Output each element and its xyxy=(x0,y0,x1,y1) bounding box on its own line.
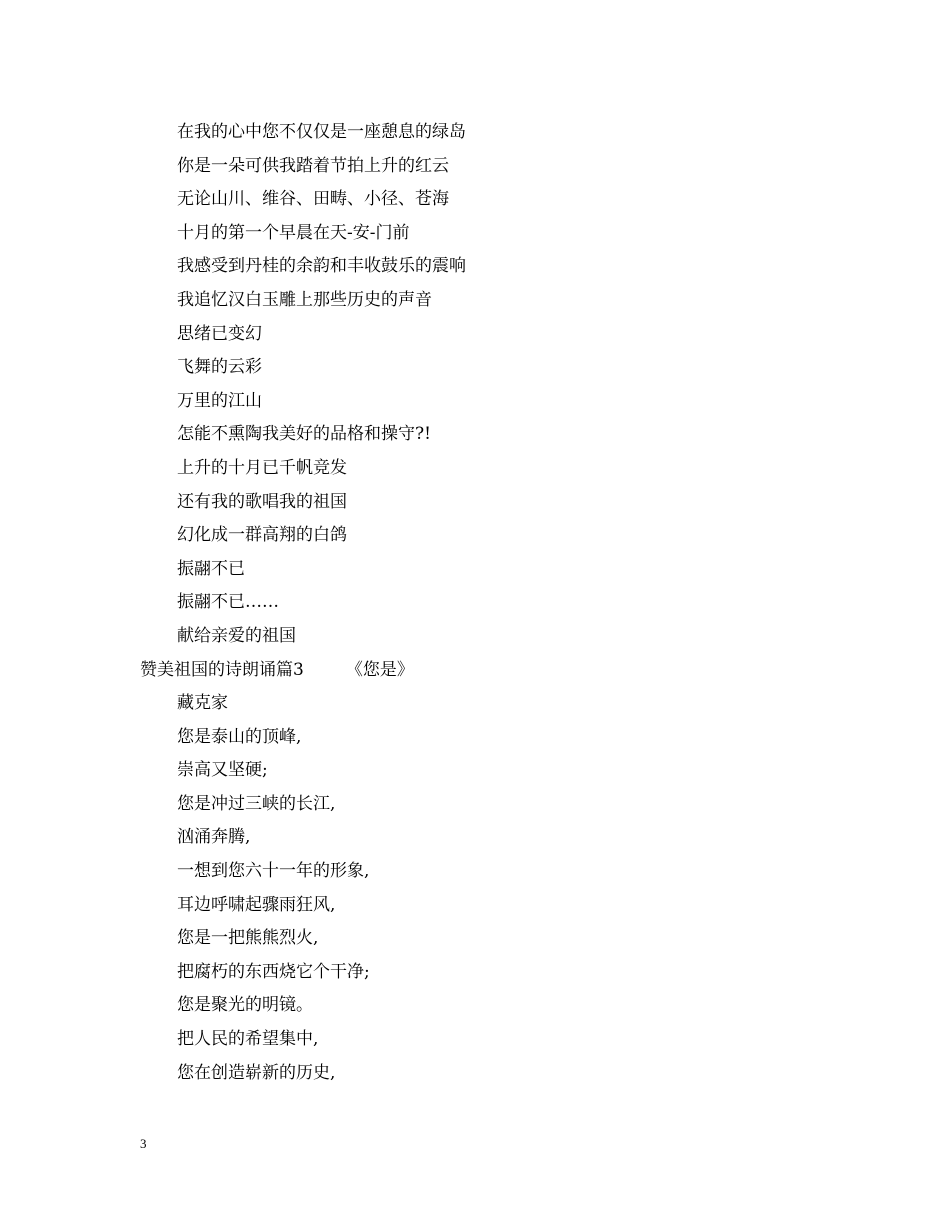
poem-line: 一想到您六十一年的形象, xyxy=(177,861,370,882)
poem-line: 您是泰山的顶峰, xyxy=(177,726,302,747)
poem-title: 《您是》 xyxy=(345,659,414,680)
poem-line: 把人民的希望集中, xyxy=(177,1029,319,1050)
poem-line: 十月的第一个早晨在天-安-门前 xyxy=(177,222,410,243)
poem-line: 汹涌奔腾, xyxy=(177,827,251,848)
poem-line: 振翮不已 xyxy=(177,558,245,579)
poem-line: 思绪已变幻 xyxy=(177,323,262,344)
poem-line: 无论山川、维谷、田畴、小径、苍海 xyxy=(177,189,449,210)
poem-line: 幻化成一群高翔的白鸽 xyxy=(177,525,347,546)
poem-line: 您是聚光的明镜。 xyxy=(177,995,313,1016)
page-number: 3 xyxy=(140,1136,147,1151)
poem-line: 上升的十月已千帆竞发 xyxy=(177,457,347,478)
poem-line: 我感受到丹桂的余韵和丰收鼓乐的震响 xyxy=(177,256,466,277)
poem-author: 藏克家 xyxy=(177,693,228,714)
poem-line: 耳边呼啸起骤雨狂风, xyxy=(177,894,336,915)
poem-line: 您是一把熊熊烈火, xyxy=(177,928,319,949)
poem-line: 怎能不熏陶我美好的品格和操守?! xyxy=(177,424,431,445)
poem-line: 献给亲爱的祖国 xyxy=(177,625,296,646)
poem-line: 您在创造崭新的历史, xyxy=(177,1062,336,1083)
poem-line: 万里的江山 xyxy=(177,390,262,411)
section-heading-label: 赞美祖国的诗朗诵篇3 xyxy=(140,659,304,680)
poem-line: 在我的心中您不仅仅是一座憩息的绿岛 xyxy=(177,122,466,142)
poem-line: 您是冲过三峡的长江, xyxy=(177,793,336,814)
poem-line: 我追忆汉白玉雕上那些历史的声音 xyxy=(177,289,432,310)
section-heading xyxy=(140,654,840,688)
poem-line: 还有我的歌唱我的祖国 xyxy=(177,491,347,512)
poem-line: 振翮不已…… xyxy=(177,592,279,613)
poem-line: 崇高又坚硬; xyxy=(177,760,268,781)
poem-line: 你是一朵可供我踏着节拍上升的红云 xyxy=(177,155,449,176)
text-body xyxy=(140,116,840,1090)
poem-line: 飞舞的云彩 xyxy=(177,357,262,378)
poem-line: 把腐朽的东西烧它个干净; xyxy=(177,961,370,982)
